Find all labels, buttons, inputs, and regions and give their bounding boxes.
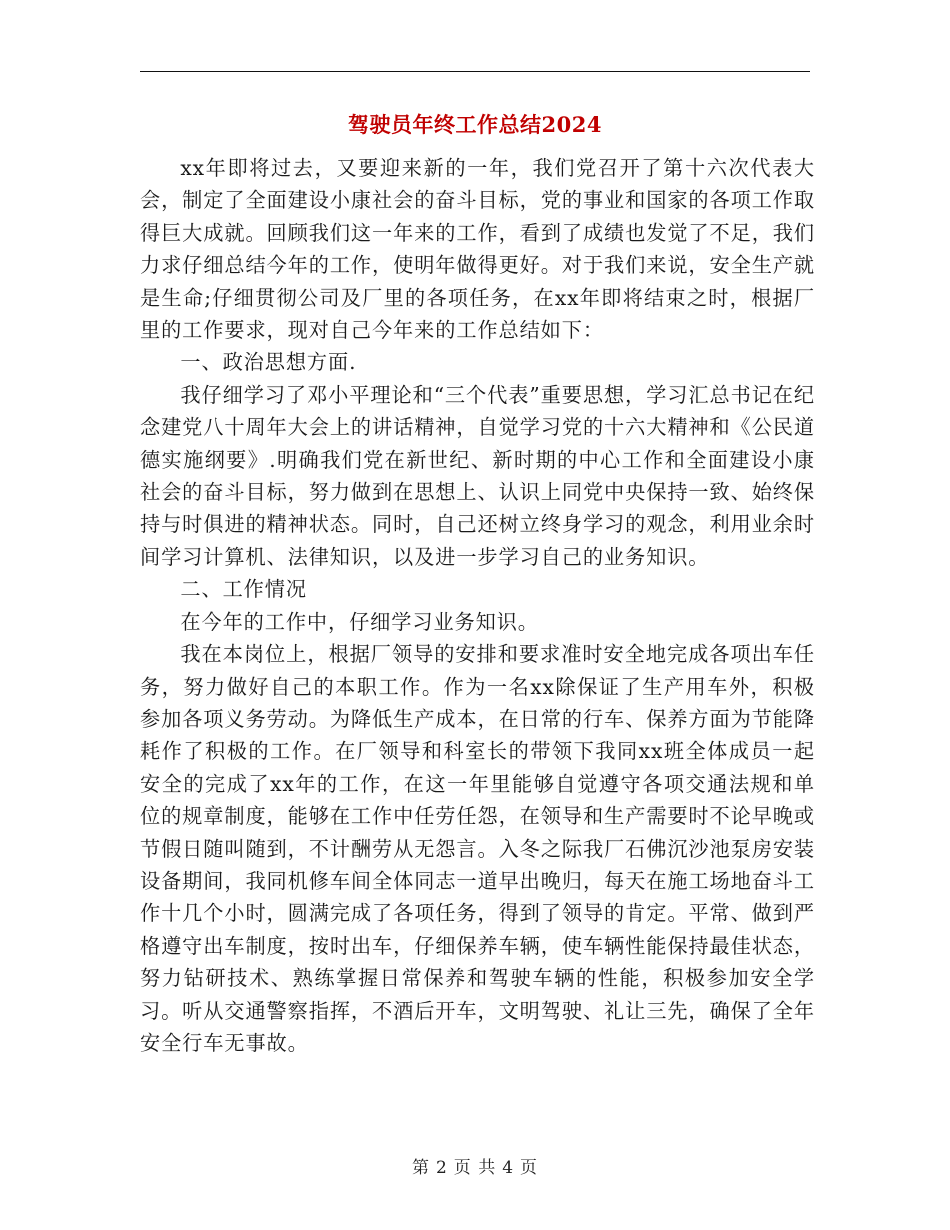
section-heading-work: 二、工作情况 [180,577,307,602]
footer-prefix: 第 [411,1158,430,1178]
paragraph-intro: xx年即将过去，又要迎来新的一年，我们党召开了第十六次代表大会，制定了全面建设小康社会的奋斗目标，党的事业和国家的各项工作取得巨大成就。回顾我们这一年来的工作，看到了成绩也发觉了不足，我们力求仔细总结今年的工作，使明年做得更好。对于我们来说，安全生产就是生命;仔细贯彻公司及厂里的各项任务，在xx年即将结束之时，根据厂里的工作要求，现对自己今年来的工作总结如下： [140,156,815,343]
document-body [140,152,815,1059]
paragraph-work-detail: 我在本岗位上，根据厂领导的安排和要求准时安全地完成各项出车任务，努力做好自己的本职工作。作为一名xx除保证了生产用车外，积极参加各项义务劳动。为降低生产成本，在日常的行车、保养方面为节能降耗作了积极的工作。在厂领导和科室长的带领下我同xx班全体成员一起安全的完成了xx年的工作，在这一年里能够自觉遵守各项交通法规和单位的规章制度，能够在工作中任劳任怨，在领导和生产需要时不论早晚或节假日随叫随到，不计酬劳从无怨言。入冬之际我厂石佛沉沙池泵房安装设备期间，我同机修车间全体同志一道早出晚归，每天在施工场地奋斗工作十几个小时，圆满完成了各项任务，得到了领导的肯定。平常、做到严格遵守出车制度，按时出车，仔细保养车辆，使车辆性能保持最佳状态，努力钻研技术、熟练掌握日常保养和驾驶车辆的性能，积极参加安全学习。听从交通警察指挥，不酒后开车，文明驾驶、礼让三先，确保了全年安全行车无事故。 [140,642,815,1055]
document-title: 驾驶员年终工作总结2024 [348,112,602,137]
page-footer [0,1153,950,1178]
section-heading-politics: 一、政治思想方面. [180,350,357,375]
footer-middle: 页 共 [453,1158,497,1178]
footer-suffix: 页 [520,1158,539,1178]
footer-current-page: 2 [435,1158,448,1178]
paragraph-work-lead: 在今年的工作中，仔细学习业务知识。 [180,609,539,634]
header-rule [140,71,810,72]
footer-total-pages: 4 [502,1158,515,1178]
paragraph-politics: 我仔细学习了邓小平理论和“三个代表”重要思想，学习汇总书记在纪念建党八十周年大会上的讲话精神，自觉学习党的十六大精神和《公民道德实施纲要》.明确我们党在新世纪、新时期的中心工作和全面建设小康社会的奋斗目标，努力做到在思想上、认识上同党中央保持一致、始终保持与时俱进的精神状态。同时，自己还树立终身学习的观念，利用业余时间学习计算机、法律知识，以及进一步学习自己的业务知识。 [140,382,815,569]
